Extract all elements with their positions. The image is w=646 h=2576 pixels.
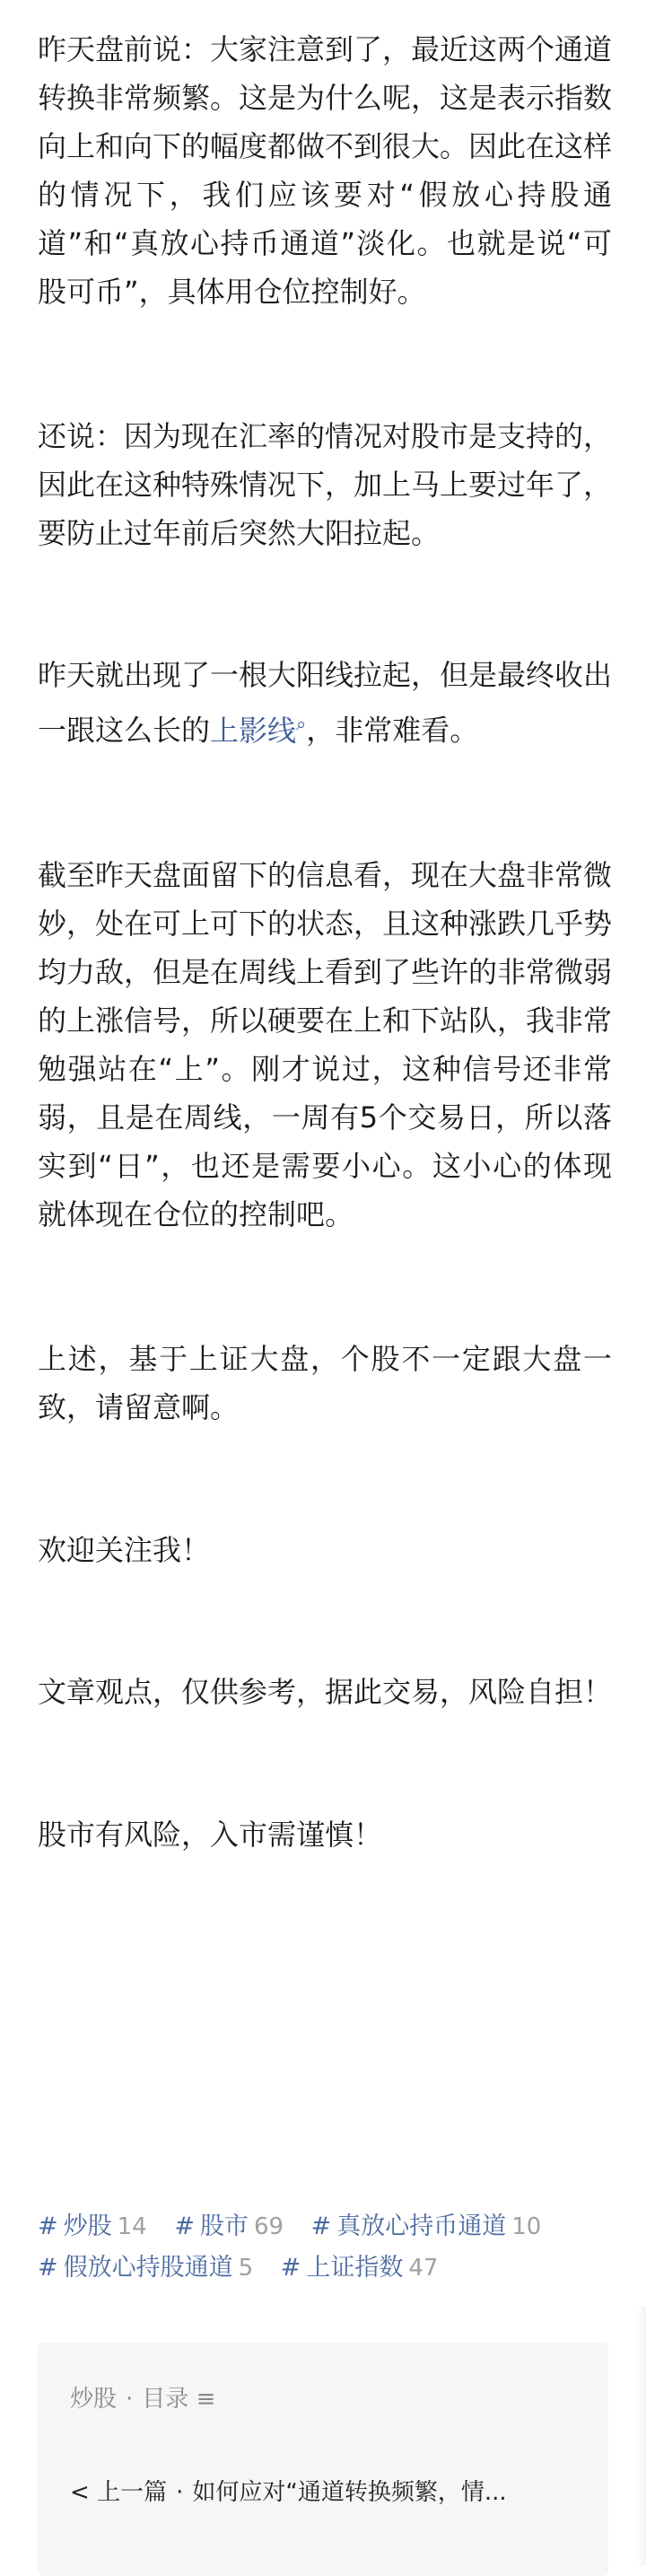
- paragraph-text: 昨天就出现了一根大阳线拉起，但是最终收出一跟这么长的: [38, 658, 613, 748]
- hashtag-icon: #: [310, 2212, 332, 2240]
- paragraph-text: ，非常难看。: [306, 713, 479, 748]
- tag-label: 假放心持股通道: [63, 2254, 233, 2282]
- hashtag-icon: #: [38, 2212, 58, 2240]
- catalog-list-icon[interactable]: ≡: [196, 2386, 216, 2413]
- hashtag-icon: #: [280, 2254, 301, 2282]
- paragraph: [38, 651, 612, 755]
- tag-label: 上证指数: [306, 2254, 404, 2282]
- separator: ·: [126, 2386, 134, 2413]
- tag-count: 47: [408, 2255, 439, 2282]
- prev-article-link[interactable]: [70, 2474, 590, 2507]
- tag-gushi[interactable]: [174, 2206, 284, 2247]
- tag-shangzheng[interactable]: [281, 2247, 439, 2289]
- separator: ·: [176, 2479, 184, 2506]
- tag-chaogu[interactable]: [38, 2206, 147, 2247]
- paragraph: 还说：因为现在汇率的情况对股市是支持的，因此在这种特殊情况下，加上马上要过年了，要防止过年前后突然大阳拉起。: [38, 419, 613, 550]
- paragraph: 上述，基于上证大盘，个股不一定跟大盘一致，请留意啊。: [38, 1341, 612, 1424]
- search-link-label[interactable]: 上影线: [210, 713, 297, 748]
- hashtag-icon: #: [174, 2212, 195, 2240]
- tag-count: 69: [253, 2213, 284, 2240]
- column-card: [38, 2343, 608, 2576]
- tag-count: 14: [117, 2213, 147, 2240]
- paragraph: 昨天盘前说：大家注意到了，最近这两个通道转换非常频繁。这是为什么呢，这是表示指数向上和向下的幅度都做不到很大。因此在这样的情况下，我们应该要对“假放心持股通道”和“真放心持币通道”淡化。也就是说“可股可币”，具体用仓位控制好。: [38, 32, 613, 309]
- chevron-left-icon: <: [70, 2479, 90, 2506]
- paragraph: 截至昨天盘面留下的信息看，现在大盘非常微妙，处在可上可下的状态，且这种涨跌几乎势均力敌，但是在周线上看到了些许的非常微弱的上涨信号，所以硬要在上和下站队，我非常勉强站在“上”。刚才说过，这种信号还非常弱，且是在周线，一周有5个交易日，所以落实到“日”，也还是需要小心。这小心的体现就体现在仓位的控制吧。: [38, 857, 613, 1231]
- article-body: [38, 25, 612, 1859]
- paragraph: 欢迎关注我！: [38, 1532, 211, 1567]
- search-link-upper-shadow[interactable]: [210, 714, 306, 748]
- prev-article-title: 如何应对“通道转换频繁，情...: [192, 2479, 507, 2506]
- tag-count: 10: [511, 2213, 542, 2240]
- tag-label: 炒股: [63, 2212, 112, 2240]
- tag-zhen-fangxin[interactable]: [311, 2206, 542, 2247]
- tag-label: 真放心持币通道: [336, 2212, 507, 2240]
- tag-label: 股市: [199, 2212, 249, 2240]
- column-name[interactable]: 炒股: [70, 2386, 118, 2413]
- catalog-label[interactable]: 目录: [142, 2386, 189, 2413]
- paragraph: 股市有风险，入市需谨慎！: [38, 1817, 383, 1852]
- prev-label: 上一篇: [97, 2479, 168, 2506]
- tag-list: [38, 2206, 621, 2289]
- hashtag-icon: #: [38, 2254, 58, 2282]
- search-icon[interactable]: ⌕: [296, 713, 307, 734]
- paragraph: 文章观点，仅供参考，据此交易，风险自担！: [38, 1674, 613, 1709]
- tag-count: 5: [238, 2255, 254, 2282]
- column-header[interactable]: [70, 2380, 215, 2414]
- tag-jia-fangxin[interactable]: [38, 2247, 253, 2289]
- edge-shadow: [637, 2307, 646, 2565]
